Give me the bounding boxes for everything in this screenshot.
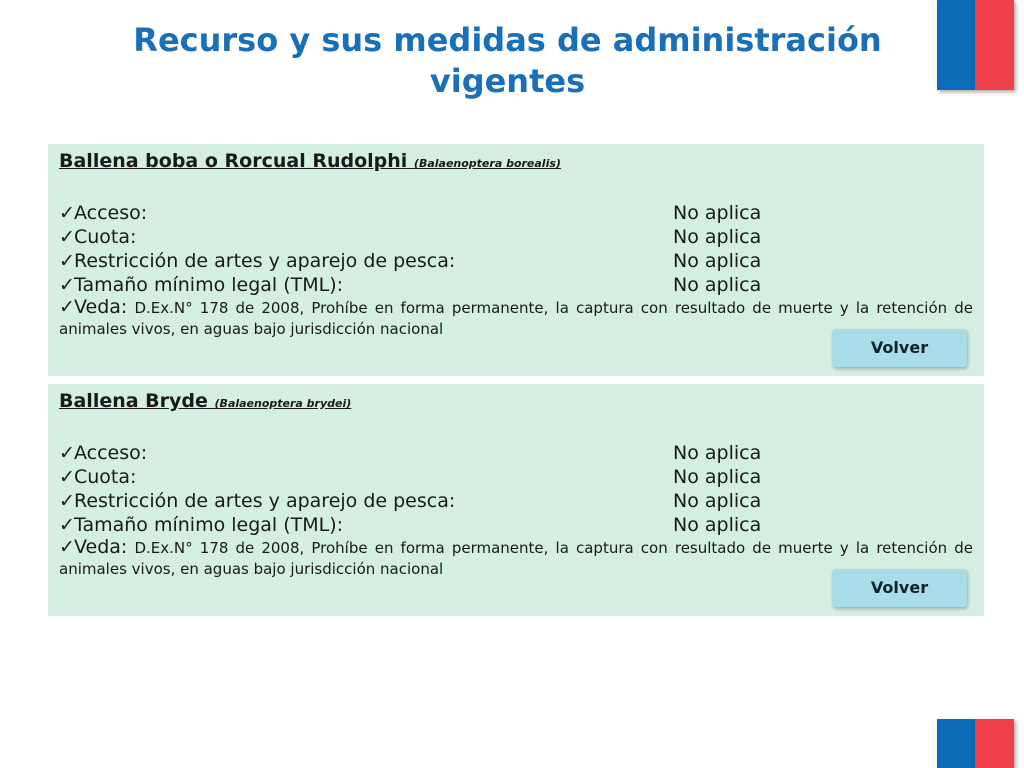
flag-blue-stripe — [937, 719, 975, 768]
measure-row-restriccion — [59, 249, 973, 273]
checkmark-icon: ✓ — [59, 442, 75, 464]
measure-value: No aplica — [673, 514, 762, 536]
measure-value: No aplica — [673, 442, 762, 464]
measure-label: Restricción de artes y aparejo de pesca: — [74, 250, 456, 272]
species-card-boba — [48, 144, 984, 376]
measure-row-acceso — [59, 201, 973, 225]
checkmark-icon: ✓ — [59, 274, 75, 296]
checkmark-icon: ✓ — [59, 466, 75, 488]
volver-button[interactable]: Volver — [832, 329, 967, 367]
measure-label: Cuota: — [74, 226, 137, 248]
measure-label: Tamaño mínimo legal (TML): — [74, 514, 344, 536]
measure-label: Cuota: — [74, 466, 137, 488]
measure-row-cuota — [59, 465, 973, 489]
flag-red-stripe — [975, 0, 1014, 90]
veda-text: D.Ex.N° 178 de 2008, Prohíbe en forma permanente, la captura con resultado de muerte y la retención de animales vivos, en aguas bajo jurisdicción nacional — [59, 539, 973, 578]
checkmark-icon: ✓ — [59, 202, 75, 224]
measure-row-restriccion — [59, 489, 973, 513]
measure-label: Acceso: — [74, 202, 148, 224]
measure-label: Restricción de artes y aparejo de pesca: — [74, 490, 456, 512]
flag-red-stripe — [975, 719, 1014, 768]
measure-row-tml — [59, 273, 973, 297]
species-common-name: Ballena Bryde — [59, 390, 208, 412]
measure-row-acceso — [59, 441, 973, 465]
species-scientific-name: (Balaenoptera brydei) — [214, 397, 352, 410]
checkmark-icon: ✓ — [59, 250, 75, 272]
species-common-name: Ballena boba o Rorcual Rudolphi — [59, 150, 408, 172]
species-scientific-name: (Balaenoptera borealis) — [413, 157, 561, 170]
species-heading — [59, 390, 973, 415]
measure-value: No aplica — [673, 226, 762, 248]
species-heading — [59, 150, 973, 175]
checkmark-icon: ✓ — [59, 514, 75, 536]
checkmark-icon: ✓ — [59, 296, 75, 318]
measure-value: No aplica — [673, 466, 762, 488]
veda-text: D.Ex.N° 178 de 2008, Prohíbe en forma permanente, la captura con resultado de muerte y la retención de animales vivos, en aguas bajo jurisdicción nacional — [59, 299, 973, 338]
page-title: Recurso y sus medidas de administración vigentes — [133, 21, 882, 100]
measure-value: No aplica — [673, 274, 762, 296]
measures-list — [59, 201, 973, 340]
measure-value: No aplica — [673, 490, 762, 512]
checkmark-icon: ✓ — [59, 490, 75, 512]
measure-value: No aplica — [673, 202, 762, 224]
veda-label: Veda: — [74, 536, 128, 558]
measure-label: Tamaño mínimo legal (TML): — [74, 274, 344, 296]
chile-flag-logo-bottom — [937, 719, 1014, 768]
checkmark-icon: ✓ — [59, 226, 75, 248]
measure-value: No aplica — [673, 250, 762, 272]
species-card-bryde — [48, 384, 984, 616]
measure-label: Acceso: — [74, 442, 148, 464]
chile-flag-logo-top — [937, 0, 1014, 90]
measure-row-cuota — [59, 225, 973, 249]
flag-blue-stripe — [937, 0, 975, 90]
volver-button[interactable]: Volver — [832, 569, 967, 607]
measure-row-tml — [59, 513, 973, 537]
veda-label: Veda: — [74, 296, 128, 318]
checkmark-icon: ✓ — [59, 536, 75, 558]
measures-list — [59, 441, 973, 580]
